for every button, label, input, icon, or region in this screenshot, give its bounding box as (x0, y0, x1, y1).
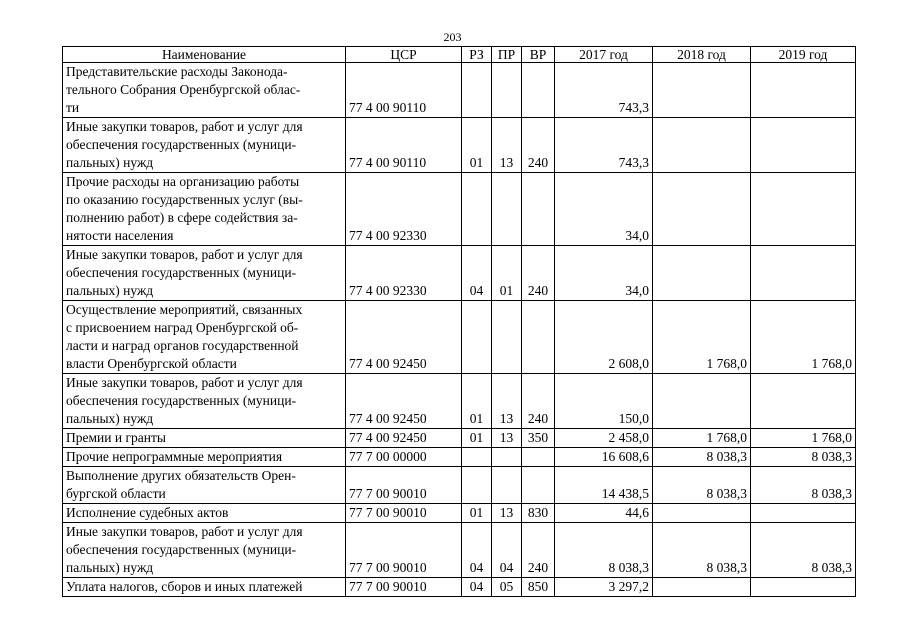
header-name: Наименование (63, 47, 346, 63)
header-rz: РЗ (462, 47, 492, 63)
table-row (63, 429, 856, 448)
row-2017-cell: 8 038,3 (555, 523, 653, 578)
table-header-row (63, 47, 856, 63)
table-row (63, 63, 856, 118)
row-rz-cell: 04 (462, 246, 492, 301)
row-pr-cell: 01 (492, 246, 522, 301)
row-2019-cell: 8 038,3 (751, 467, 856, 504)
row-2018-cell: 1 768,0 (653, 301, 751, 374)
row-2019-cell (751, 246, 856, 301)
row-pr-cell (492, 301, 522, 374)
row-csr-cell: 77 7 00 90010 (346, 504, 462, 523)
row-2018-cell (653, 118, 751, 173)
table-row (63, 467, 856, 504)
row-2019-cell (751, 374, 856, 429)
row-pr-cell: 13 (492, 429, 522, 448)
row-2019-cell (751, 504, 856, 523)
row-vr-cell: 240 (522, 523, 555, 578)
row-2017-cell: 2 458,0 (555, 429, 653, 448)
row-rz-cell: 01 (462, 429, 492, 448)
row-pr-cell: 13 (492, 374, 522, 429)
row-vr-cell (522, 173, 555, 246)
header-2018: 2018 год (653, 47, 751, 63)
header-vr: ВР (522, 47, 555, 63)
budget-table (62, 46, 856, 597)
table-row (63, 504, 856, 523)
row-rz-cell: 04 (462, 523, 492, 578)
row-vr-cell (522, 467, 555, 504)
table-row (63, 173, 856, 246)
row-2019-cell (751, 578, 856, 597)
row-2018-cell: 8 038,3 (653, 448, 751, 467)
row-2018-cell (653, 374, 751, 429)
row-2019-cell (751, 173, 856, 246)
row-name-cell: Иные закупки товаров, работ и услуг для обеспечения государственных (муници- пальных) нужд (63, 246, 346, 301)
row-csr-cell: 77 4 00 92450 (346, 429, 462, 448)
header-2017: 2017 год (555, 47, 653, 63)
row-pr-cell (492, 63, 522, 118)
row-2017-cell: 14 438,5 (555, 467, 653, 504)
row-pr-cell: 04 (492, 523, 522, 578)
row-vr-cell (522, 301, 555, 374)
row-2019-cell (751, 63, 856, 118)
row-csr-cell: 77 7 00 90010 (346, 523, 462, 578)
row-rz-cell (462, 467, 492, 504)
row-2018-cell (653, 504, 751, 523)
row-2019-cell (751, 118, 856, 173)
row-name-cell: Выполнение других обязательств Орен- бургской области (63, 467, 346, 504)
row-pr-cell (492, 467, 522, 504)
row-2017-cell: 150,0 (555, 374, 653, 429)
row-2017-cell: 2 608,0 (555, 301, 653, 374)
row-pr-cell (492, 173, 522, 246)
row-2018-cell: 8 038,3 (653, 467, 751, 504)
row-name-cell: Исполнение судебных актов (63, 504, 346, 523)
row-csr-cell: 77 4 00 90110 (346, 63, 462, 118)
row-2018-cell: 8 038,3 (653, 523, 751, 578)
page-number: 203 (443, 30, 462, 44)
row-name-cell: Представительские расходы Законода- тельного Собрания Оренбургской облас- ти (63, 63, 346, 118)
row-csr-cell: 77 4 00 92450 (346, 374, 462, 429)
row-name-cell: Прочие непрограммные мероприятия (63, 448, 346, 467)
row-2018-cell (653, 246, 751, 301)
row-2017-cell: 34,0 (555, 246, 653, 301)
row-vr-cell: 240 (522, 246, 555, 301)
row-vr-cell: 240 (522, 374, 555, 429)
row-csr-cell: 77 7 00 00000 (346, 448, 462, 467)
header-2019: 2019 год (751, 47, 856, 63)
row-name-cell: Прочие расходы на организацию работы по оказанию государственных услуг (вы- полнению работ) в сфере содействия за- нятости населения (63, 173, 346, 246)
row-pr-cell: 05 (492, 578, 522, 597)
row-rz-cell: 01 (462, 118, 492, 173)
header-csr: ЦСР (346, 47, 462, 63)
row-2017-cell: 743,3 (555, 118, 653, 173)
row-rz-cell (462, 173, 492, 246)
row-2018-cell (653, 63, 751, 118)
row-csr-cell: 77 4 00 92330 (346, 173, 462, 246)
row-pr-cell (492, 448, 522, 467)
row-vr-cell (522, 63, 555, 118)
row-2017-cell: 16 608,6 (555, 448, 653, 467)
row-2017-cell: 743,3 (555, 63, 653, 118)
row-name-cell: Иные закупки товаров, работ и услуг для обеспечения государственных (муници- пальных) нужд (63, 374, 346, 429)
row-csr-cell: 77 4 00 92450 (346, 301, 462, 374)
row-2018-cell (653, 578, 751, 597)
row-2018-cell (653, 173, 751, 246)
row-vr-cell: 830 (522, 504, 555, 523)
table-row (63, 374, 856, 429)
row-pr-cell: 13 (492, 504, 522, 523)
table-row (63, 118, 856, 173)
row-2018-cell: 1 768,0 (653, 429, 751, 448)
row-vr-cell: 240 (522, 118, 555, 173)
row-csr-cell: 77 4 00 92330 (346, 246, 462, 301)
row-vr-cell (522, 448, 555, 467)
row-name-cell: Осуществление мероприятий, связанных с присвоением наград Оренбургской об- ласти и наград органов государственной власти Оренбургской области (63, 301, 346, 374)
row-name-cell: Иные закупки товаров, работ и услуг для обеспечения государственных (муници- пальных) нужд (63, 118, 346, 173)
row-2019-cell: 8 038,3 (751, 448, 856, 467)
row-vr-cell: 850 (522, 578, 555, 597)
row-rz-cell (462, 448, 492, 467)
row-vr-cell: 350 (522, 429, 555, 448)
row-rz-cell: 04 (462, 578, 492, 597)
row-2017-cell: 34,0 (555, 173, 653, 246)
row-pr-cell: 13 (492, 118, 522, 173)
row-csr-cell: 77 7 00 90010 (346, 578, 462, 597)
table-row (63, 448, 856, 467)
row-rz-cell (462, 301, 492, 374)
row-rz-cell: 01 (462, 374, 492, 429)
row-csr-cell: 77 7 00 90010 (346, 467, 462, 504)
row-2017-cell: 44,6 (555, 504, 653, 523)
table-row (63, 578, 856, 597)
table-row (63, 246, 856, 301)
row-csr-cell: 77 4 00 90110 (346, 118, 462, 173)
row-rz-cell (462, 63, 492, 118)
row-name-cell: Иные закупки товаров, работ и услуг для обеспечения государственных (муници- пальных) нужд (63, 523, 346, 578)
row-rz-cell: 01 (462, 504, 492, 523)
row-2019-cell: 1 768,0 (751, 301, 856, 374)
row-2019-cell: 1 768,0 (751, 429, 856, 448)
row-name-cell: Уплата налогов, сборов и иных платежей (63, 578, 346, 597)
header-pr: ПР (492, 47, 522, 63)
row-2017-cell: 3 297,2 (555, 578, 653, 597)
table-row (63, 523, 856, 578)
table-row (63, 301, 856, 374)
row-name-cell: Премии и гранты (63, 429, 346, 448)
row-2019-cell: 8 038,3 (751, 523, 856, 578)
